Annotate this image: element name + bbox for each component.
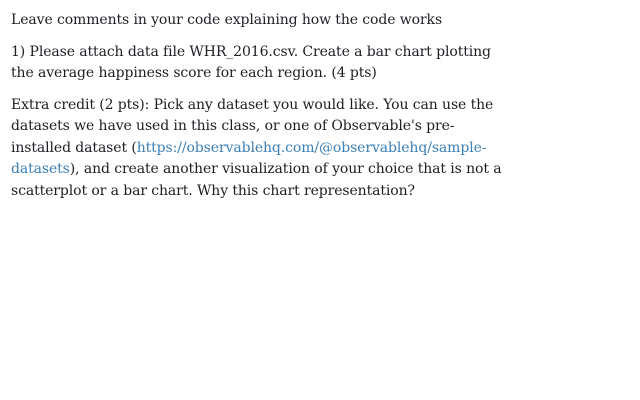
extra-credit-text-after-link: ), and create another visualization of your choice that is not a scatterplot or a bar chart. Why this chart representation? (11, 161, 502, 199)
instruction-comments: Leave comments in your code explaining how the code works (11, 12, 443, 28)
extra-credit-text-before-link: Extra credit (2 pts): Pick any dataset you would like. You can use the datasets we have used in this class, or one of Observable's pre-installed dataset ( (11, 96, 494, 156)
extra-credit-question (11, 95, 511, 203)
question-1-bar-chart: 1) Please attach data file WHR_2016.csv. Create a bar chart plotting the average happiness score for each region. (4 pts) (11, 43, 491, 81)
sample-datasets-link[interactable]: https://observablehq.com/@observablehq/sample-datasets (11, 139, 487, 177)
